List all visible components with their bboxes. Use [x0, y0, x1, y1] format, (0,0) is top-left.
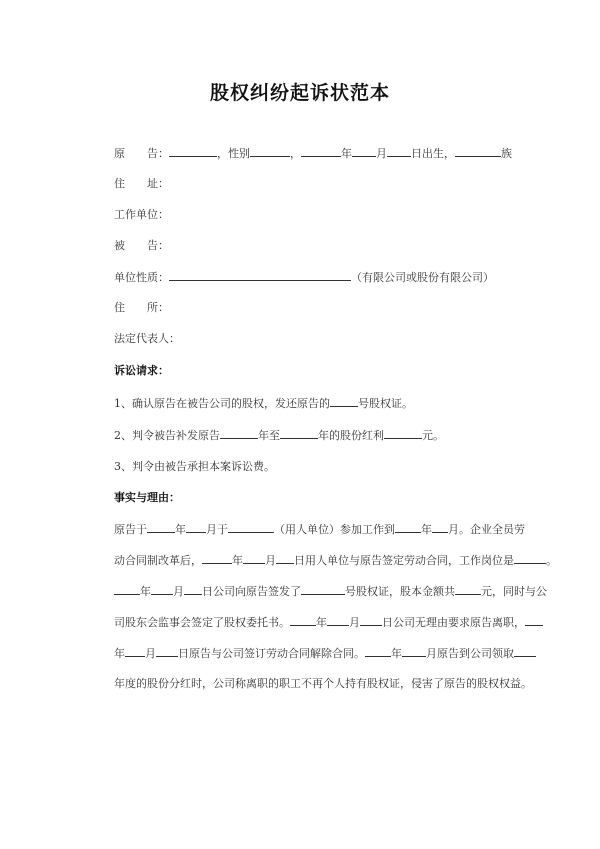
blank — [125, 646, 145, 657]
claim-2-text-c: 年的股份红利 — [318, 429, 384, 442]
claim-1 — [114, 396, 413, 411]
blank-year-to — [280, 428, 318, 439]
facts-text: （用人单位）参加工作到 — [274, 523, 395, 536]
blank — [114, 584, 140, 595]
facts-text: 。 — [546, 554, 557, 567]
month-label: 月 — [376, 147, 387, 160]
claims-heading: 诉讼请求： — [114, 364, 169, 377]
address-line: 住 址： — [114, 177, 169, 190]
claim-3: 3、判令由被告承担本案诉讼费。 — [114, 460, 275, 473]
born-label: 日出生， — [411, 147, 455, 160]
facts-line-3 — [114, 584, 547, 599]
facts-text: 司股东会监事会签定了股权委托书。 — [114, 616, 290, 629]
blank-sex — [250, 146, 290, 157]
legal-rep-line: 法定代表人： — [114, 332, 180, 345]
plaintiff-line: 原 告： ，性别 ， 年 月 日出生， 族 — [114, 147, 512, 160]
claim-2-text-d: 元。 — [422, 429, 444, 442]
blank-birth-month — [352, 146, 376, 157]
facts-text: 月 — [265, 554, 276, 567]
facts-line-2 — [114, 553, 557, 568]
blank — [228, 522, 274, 533]
blank-birth-day — [387, 146, 411, 157]
facts-text: 年 — [114, 647, 125, 660]
unit-nature-line — [114, 270, 494, 285]
blank-name — [169, 146, 217, 157]
facts-heading: 事实与理由： — [114, 491, 180, 504]
facts-text: 月于 — [206, 523, 228, 536]
facts-text: 日公司无理由要求原告离职， — [382, 616, 525, 629]
blank-cert-no — [330, 396, 358, 407]
unit-nature-label: 单位性质： — [114, 271, 169, 284]
facts-text: 号股权证，股本金额共 — [345, 585, 455, 598]
blank — [365, 646, 391, 657]
facts-text: 年 — [421, 523, 432, 536]
facts-line-1 — [114, 522, 525, 537]
facts-text: 年 — [316, 616, 327, 629]
blank — [151, 584, 173, 595]
claim-1-text-a: 1、确认原告在被告公司的股权，发还原告的 — [114, 397, 330, 410]
facts-line-5 — [114, 646, 536, 661]
residence-line: 住 所： — [114, 301, 169, 314]
blank — [156, 646, 178, 657]
blank — [243, 553, 265, 564]
blank-year-from — [220, 428, 258, 439]
blank-nation — [455, 146, 501, 157]
facts-text: 月。企业全员劳 — [448, 523, 525, 536]
facts-text: 年 — [232, 554, 243, 567]
facts-text: 年 — [391, 647, 402, 660]
facts-line-6: 年度的股份分红时，公司称离职的职工不再个人持有股权证，侵害了原告的股权权益。 — [114, 677, 532, 690]
blank — [184, 584, 202, 595]
facts-text: 月 — [145, 647, 156, 660]
blank — [514, 646, 536, 657]
blank — [147, 522, 175, 533]
facts-text: 月 — [173, 585, 184, 598]
blank — [276, 553, 294, 564]
facts-text: 日原告与公司签订劳动合同解除合同。 — [178, 647, 365, 660]
claim-2-text-b: 年至 — [258, 429, 280, 442]
facts-text: 月 — [349, 616, 360, 629]
blank-unit-nature — [169, 270, 351, 281]
facts-text: 动合同制改革后， — [114, 554, 202, 567]
blank — [525, 615, 543, 626]
blank — [301, 584, 345, 595]
claim-2-text-a: 2、判令被告补发原告 — [114, 429, 220, 442]
unit-nature-note: （有限公司或股份有限公司） — [351, 271, 494, 284]
blank-amount — [384, 428, 422, 439]
claim-2 — [114, 428, 444, 443]
blank-birth-year — [301, 146, 341, 157]
nation-label: 族 — [501, 147, 512, 160]
blank — [395, 522, 421, 533]
blank — [514, 553, 546, 564]
blank — [186, 522, 206, 533]
blank — [327, 615, 349, 626]
claim-1-text-b: 号股权证。 — [358, 397, 413, 410]
plaintiff-label: 原 告： — [114, 147, 169, 160]
blank — [202, 553, 232, 564]
facts-text: 年 — [175, 523, 186, 536]
facts-text: 月原告到公司领取 — [426, 647, 514, 660]
year-label: 年 — [341, 147, 352, 160]
facts-line-4 — [114, 615, 543, 630]
sex-label: ，性别 — [217, 147, 250, 160]
blank — [360, 615, 382, 626]
blank — [402, 646, 426, 657]
blank — [290, 615, 316, 626]
facts-text: 年 — [140, 585, 151, 598]
blank — [432, 522, 448, 533]
blank — [455, 584, 481, 595]
facts-text: 日公司向原告签发了 — [202, 585, 301, 598]
facts-text: 日用人单位与原告签定劳动合同，工作岗位是 — [294, 554, 514, 567]
document-title: 股权纠纷起诉状范本 — [209, 82, 390, 104]
work-unit-line: 工作单位： — [114, 208, 169, 221]
facts-text: 元，同时与公 — [481, 585, 547, 598]
defendant-line: 被 告： — [114, 239, 169, 252]
facts-text: 原告于 — [114, 523, 147, 536]
